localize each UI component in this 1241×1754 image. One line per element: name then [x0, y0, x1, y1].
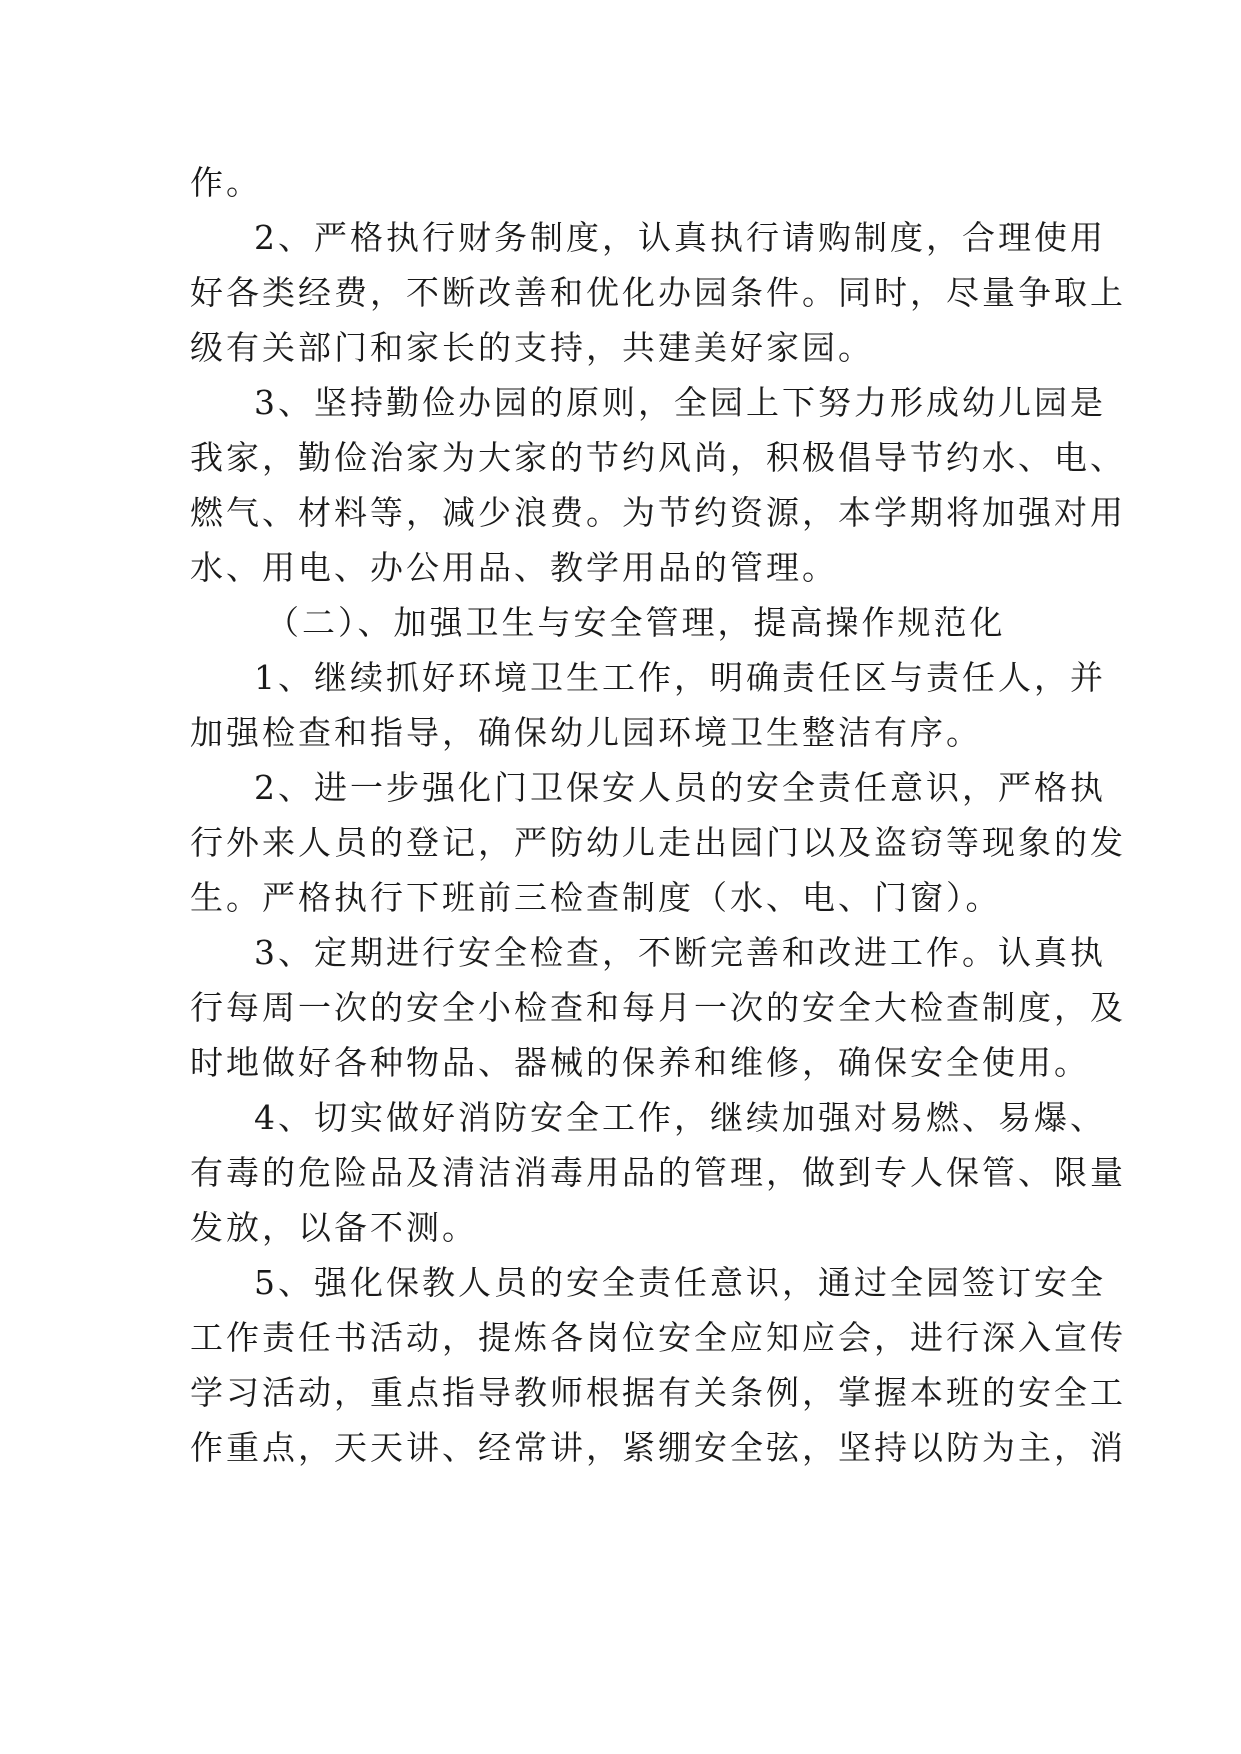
text-line: 时地做好各种物品、器械的保养和维修，确保安全使用。	[190, 1043, 1090, 1082]
paragraph-item-3: 3、坚持勤俭办园的原则，全园上下努力形成幼儿园是	[254, 383, 1106, 422]
paragraph-item-5: 5、强化保教人员的安全责任意识，通过全园签订安全	[254, 1263, 1106, 1302]
text-line: 燃气、材料等，减少浪费。为节约资源，本学期将加强对用	[190, 493, 1126, 532]
text-line: 水、用电、办公用品、教学用品的管理。	[190, 548, 838, 587]
paragraph-item-2: 2、进一步强化门卫保安人员的安全责任意识，严格执	[254, 768, 1106, 807]
text-line: 发放，以备不测。	[190, 1208, 478, 1247]
text-line: 级有关部门和家长的支持，共建美好家园。	[190, 328, 874, 367]
paragraph-item-1: 1、继续抓好环境卫生工作，明确责任区与责任人，并	[254, 658, 1106, 697]
paragraph-item-2: 2、严格执行财务制度，认真执行请购制度，合理使用	[254, 218, 1106, 257]
text-line: 有毒的危险品及清洁消毒用品的管理，做到专人保管、限量	[190, 1153, 1126, 1192]
paragraph-item-3: 3、定期进行安全检查，不断完善和改进工作。认真执	[254, 933, 1106, 972]
text-line: 行外来人员的登记，严防幼儿走出园门以及盗窃等现象的发	[190, 823, 1126, 862]
text-line: 作。	[190, 163, 262, 202]
text-line: 加强检查和指导，确保幼儿园环境卫生整洁有序。	[190, 713, 982, 752]
paragraph-item-4: 4、切实做好消防安全工作，继续加强对易燃、易爆、	[254, 1098, 1106, 1137]
text-line: 学习活动，重点指导教师根据有关条例，掌握本班的安全工	[190, 1373, 1126, 1412]
text-line: 我家，勤俭治家为大家的节约风尚，积极倡导节约水、电、	[190, 438, 1126, 477]
text-line: 生。严格执行下班前三检查制度（水、电、门窗）。	[190, 878, 1002, 917]
text-line: 工作责任书活动，提炼各岗位安全应知应会，进行深入宣传	[190, 1318, 1126, 1357]
text-line: 行每周一次的安全小检查和每月一次的安全大检查制度，及	[190, 988, 1126, 1027]
section-heading: （二）、加强卫生与安全管理，提高操作规范化	[266, 603, 1006, 642]
text-line: 作重点，天天讲、经常讲，紧绷安全弦，坚持以防为主，消	[190, 1428, 1126, 1467]
text-line: 好各类经费，不断改善和优化办园条件。同时，尽量争取上	[190, 273, 1126, 312]
